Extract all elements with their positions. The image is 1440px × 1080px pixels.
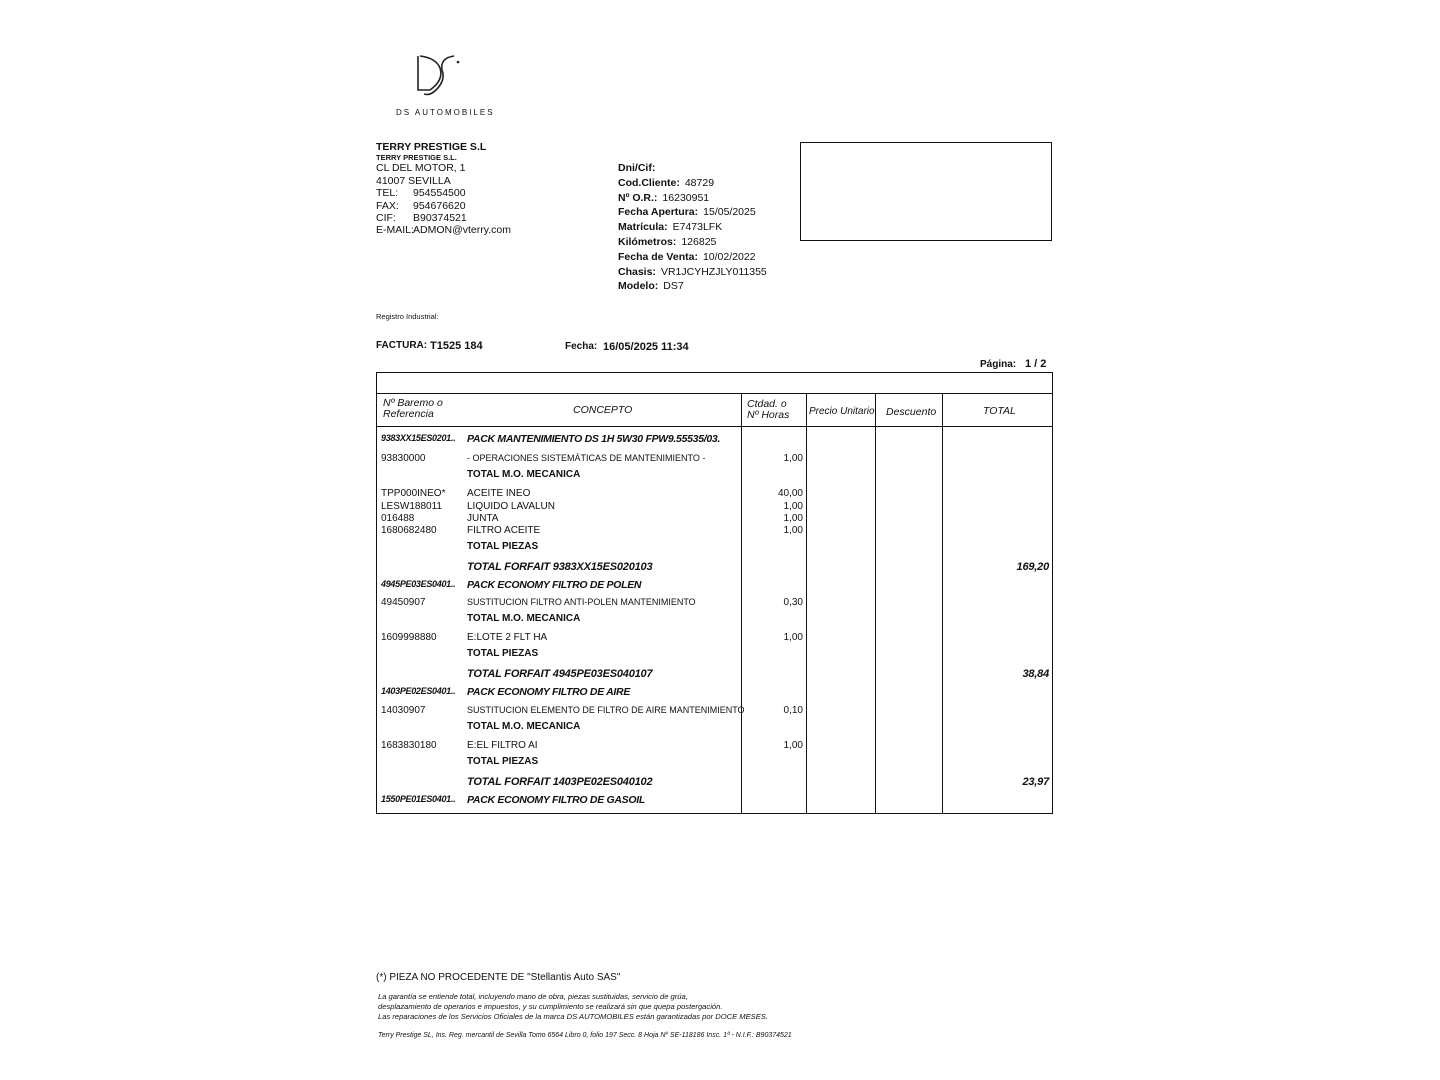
header-cantidad: Ctdad. o Nº Horas: [747, 398, 790, 421]
footer-legal: Terry Prestige SL, Ins. Reg. mercantil de Sevilla Tomo 6564 Libro 0, folio 197 Secc. 8 Hoja Nº SE-118186 Insc. 1ª - N.I.F.: B90374521: [378, 1032, 792, 1039]
row-concept: - OPERACIONES SISTEMÁTICAS DE MANTENIMIENTO -: [467, 453, 706, 463]
vehicle-field: [618, 161, 767, 176]
vehicle-field: [618, 235, 767, 250]
row-forfait-total: 38,84: [1022, 668, 1049, 680]
vehicle-field-label: Fecha Apertura:: [618, 206, 699, 219]
row-quantity: 0,10: [783, 705, 803, 716]
row-quantity: 1,00: [783, 740, 803, 751]
vehicle-field: [618, 279, 767, 294]
vehicle-field-value: 10/02/2022: [702, 250, 756, 263]
header-concepto: CONCEPTO: [573, 404, 633, 416]
row-subtotal-label: TOTAL M.O. MECANICA: [467, 469, 581, 480]
row-quantity: 40,00: [777, 488, 803, 499]
tel-value: 954554500: [413, 187, 466, 200]
vehicle-field-label: Chasis:: [618, 265, 656, 278]
vehicle-field-label: Dni/Cif:: [618, 162, 656, 174]
factura-label: FACTURA:: [376, 340, 428, 351]
row-quantity: 1,00: [783, 632, 803, 643]
pagina-value: 1 / 2: [1025, 358, 1047, 370]
row-concept: PACK ECONOMY FILTRO DE POLEN: [467, 579, 642, 591]
row-concept: SUSTITUCION ELEMENTO DE FILTRO DE AIRE MANTENIMIENTO: [467, 705, 745, 715]
vehicle-field-value: 15/05/2025: [703, 206, 756, 219]
row-subtotal-label: TOTAL M.O. MECANICA: [467, 721, 581, 732]
row-forfait-label: TOTAL FORFAIT 1403PE02ES040102: [467, 776, 653, 788]
vehicle-field-value: E7473LFK: [672, 221, 723, 234]
fax-label: FAX:: [376, 199, 399, 212]
footer-note: (*) PIEZA NO PROCEDENTE DE "Stellantis Auto SAS": [376, 972, 621, 983]
vehicle-field: [618, 220, 767, 235]
row-subtotal-label: TOTAL PIEZAS: [467, 648, 539, 659]
company-info: [376, 141, 511, 237]
company-name: TERRY PRESTIGE S.L: [376, 141, 487, 153]
row-reference: 9383XX15ES0201..: [381, 433, 456, 443]
row-quantity: 1,00: [783, 501, 803, 512]
row-reference: 1683830180: [381, 740, 437, 751]
row-concept: PACK ECONOMY FILTRO DE AIRE: [467, 686, 631, 698]
vehicle-field-value: 16230951: [662, 191, 710, 204]
row-concept: PACK MANTENIMIENTO DS 1H 5W30 FPW9.55535/03.: [467, 433, 721, 445]
customer-address-box: [800, 142, 1052, 241]
row-concept: E:LOTE 2 FLT HA: [467, 632, 548, 643]
vehicle-field-label: Nº O.R.:: [618, 191, 658, 204]
cif-value: B90374521: [413, 212, 467, 225]
email-value: ADMON@vterry.com: [413, 224, 511, 237]
vehicle-info: [618, 161, 767, 294]
fecha-label: Fecha:: [565, 341, 598, 352]
col-divider-price: [806, 393, 807, 813]
row-concept: ACEITE INEO: [467, 488, 531, 499]
row-reference: 93830000: [381, 453, 426, 464]
header-descuento: Descuento: [886, 406, 937, 418]
row-quantity: 1,00: [783, 513, 803, 524]
col-divider-discount: [875, 393, 876, 813]
fax-value: 954676620: [413, 199, 466, 212]
ds-logo-icon: [410, 50, 466, 102]
row-reference: 016488: [381, 513, 415, 524]
row-quantity: 0,30: [783, 597, 803, 608]
row-reference: 14030907: [381, 705, 426, 716]
vehicle-field-label: Modelo:: [618, 280, 659, 293]
tel-label: TEL:: [376, 187, 399, 200]
col-divider-total: [942, 393, 943, 813]
row-reference: 4945PE03ES0401..: [381, 579, 456, 589]
vehicle-field-label: Fecha de Venta:: [618, 250, 698, 263]
vehicle-field: [618, 250, 767, 265]
row-reference: 1550PE01ES0401..: [381, 794, 456, 804]
company-name-small: TERRY PRESTIGE S.L.: [376, 153, 457, 163]
row-concept: LIQUIDO LAVALUN: [467, 501, 555, 512]
row-reference: 49450907: [381, 597, 426, 608]
vehicle-field-value: 126825: [681, 235, 717, 248]
invoice-table: [376, 372, 1053, 814]
footer-warranty-2: desplazamiento de operarios e impuestos, y su cumplimiento se realizará sin que quepa postergación.: [378, 1002, 723, 1011]
table-top-rule: [377, 393, 1052, 394]
vehicle-field-value: DS7: [663, 280, 684, 293]
row-concept: E:EL FILTRO AI: [467, 740, 538, 751]
row-quantity: 1,00: [783, 525, 803, 536]
cif-label: CIF:: [376, 212, 396, 225]
row-subtotal-label: TOTAL M.O. MECANICA: [467, 613, 581, 624]
row-forfait-label: TOTAL FORFAIT 9383XX15ES020103: [467, 561, 653, 573]
vehicle-field-value: VR1JCYHZJLY011355: [660, 265, 767, 278]
row-quantity: 1,00: [783, 453, 803, 464]
table-header-rule: [377, 426, 1052, 427]
vehicle-field-label: Cod.Cliente:: [618, 176, 680, 189]
row-concept: PACK ECONOMY FILTRO DE GASOIL: [467, 794, 645, 806]
company-city: 41007 SEVILLA: [376, 174, 451, 187]
logo-text: DS AUTOMOBILES: [396, 108, 495, 117]
vehicle-field-label: Matrícula:: [618, 221, 668, 234]
fecha-value: 16/05/2025 11:34: [603, 341, 689, 353]
row-reference: 1680682480: [381, 525, 437, 536]
registro-industrial: Registro Industrial:: [376, 312, 439, 321]
pagina-label: Página:: [980, 359, 1017, 370]
vehicle-field: [618, 191, 767, 206]
col-divider-qty: [741, 393, 742, 813]
row-concept: JUNTA: [467, 513, 499, 524]
email-label: E-MAIL:: [376, 224, 414, 237]
row-concept: FILTRO ACEITE: [467, 525, 541, 536]
vehicle-field-label: Kilómetros:: [618, 235, 677, 248]
header-ref: Nº Baremo o Referencia: [383, 397, 443, 420]
row-reference: TPP000INEO*: [381, 488, 446, 499]
row-forfait-total: 23,97: [1022, 776, 1049, 788]
row-subtotal-label: TOTAL PIEZAS: [467, 541, 539, 552]
vehicle-field: [618, 176, 767, 191]
vehicle-field-value: 48729: [684, 176, 715, 189]
row-reference: 1403PE02ES0401..: [381, 686, 456, 696]
company-address: CL DEL MOTOR, 1: [376, 162, 466, 175]
header-precio: Precio Unitario: [809, 406, 875, 417]
row-subtotal-label: TOTAL PIEZAS: [467, 756, 539, 767]
footer-warranty-1: La garantía se entiende total, incluyendo mano de obra, piezas sustituidas, servicio de grúa,: [378, 992, 688, 1001]
row-reference: LESW188011: [381, 501, 442, 512]
factura-number: T1525 184: [430, 340, 483, 352]
row-forfait-label: TOTAL FORFAIT 4945PE03ES040107: [467, 668, 653, 680]
row-forfait-total: 169,20: [1016, 561, 1049, 573]
row-concept: SUSTITUCION FILTRO ANTI-POLEN MANTENIMIENTO: [467, 597, 696, 607]
vehicle-field: [618, 265, 767, 280]
vehicle-field: [618, 205, 767, 220]
row-reference: 1609998880: [381, 632, 437, 643]
footer-warranty-3: Las reparaciones de los Servicios Oficiales de la marca DS AUTOMOBILES están garantizadas por DOCE MESES.: [378, 1012, 768, 1021]
header-total: TOTAL: [983, 405, 1016, 417]
